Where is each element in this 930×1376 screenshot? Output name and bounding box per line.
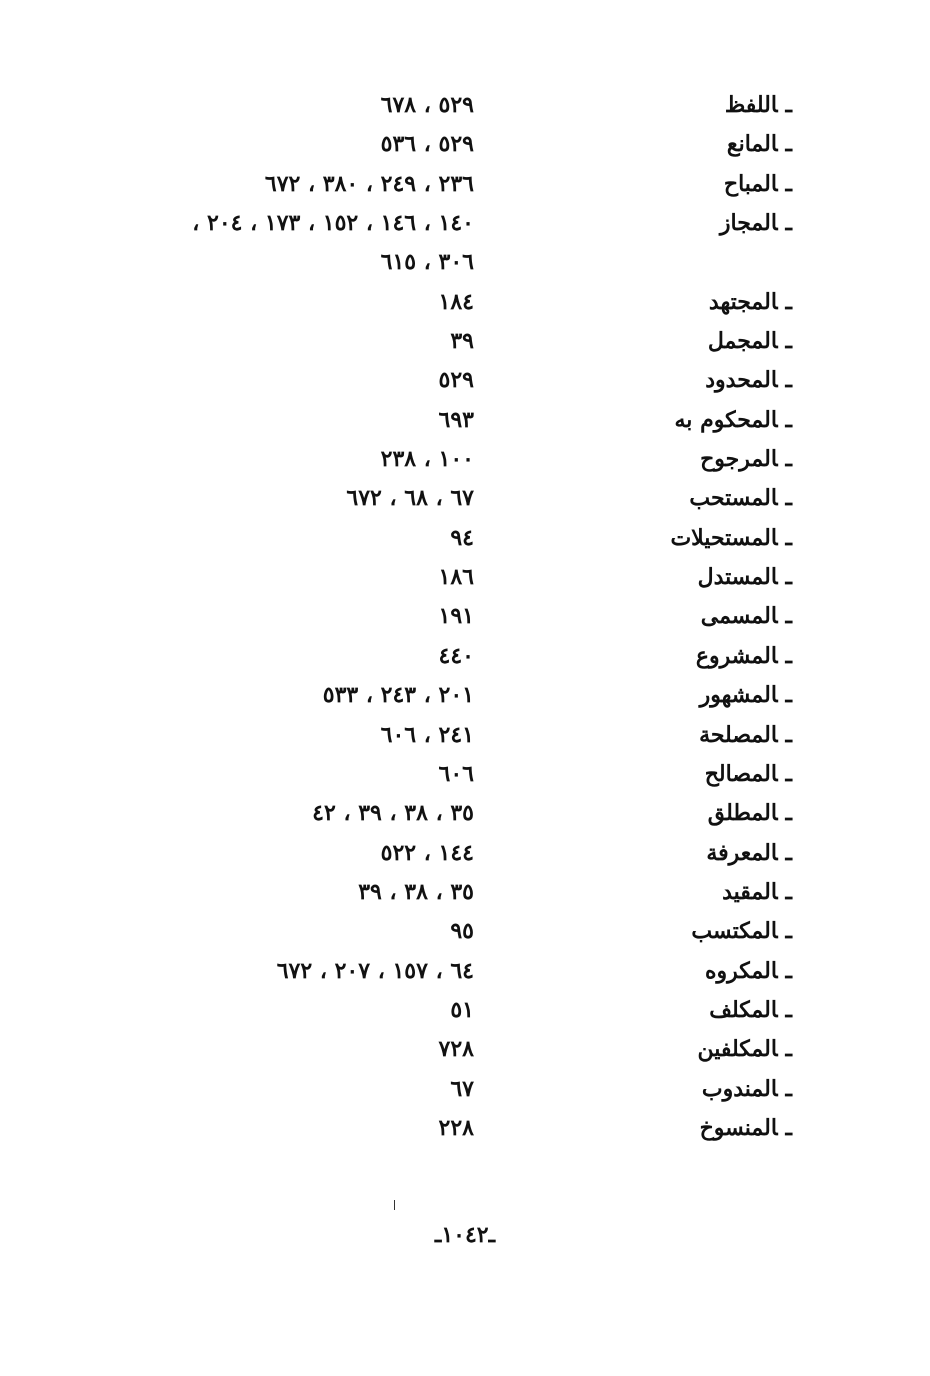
index-term: ـاللفظ — [724, 92, 792, 118]
index-term: ـالمكلف — [709, 996, 792, 1023]
index-term: ـالمصالح — [704, 760, 792, 787]
index-term: ـالمانع — [726, 131, 792, 158]
entry-dash: ـ — [785, 406, 792, 433]
entry-dash: ـ — [785, 878, 792, 905]
page-references: ٢٢٨ — [438, 1114, 474, 1141]
index-term: ـالمكروه — [704, 957, 792, 984]
index-entry — [0, 361, 930, 400]
entry-dash: ـ — [785, 485, 792, 512]
index-entry — [0, 519, 930, 558]
index-term: ـالمكلفين — [697, 1036, 792, 1063]
index-entry — [0, 991, 930, 1030]
index-entry — [0, 637, 930, 676]
index-term: ـالمباح — [723, 170, 792, 197]
entry-dash: ـ — [785, 210, 792, 237]
page-references: ٤٤٠ — [438, 642, 474, 669]
page-references: ٢٤١ ، ٦٠٦ — [380, 721, 474, 748]
index-term: ـالمطلق — [707, 800, 792, 827]
index-entry — [0, 558, 930, 597]
index-entry — [0, 912, 930, 951]
page-references: ٧٢٨ — [438, 1036, 474, 1063]
page-references: ١٤٠ ، ١٤٦ ، ١٥٢ ، ١٧٣ ، ٢٠٤ ، — [192, 210, 474, 237]
page-references: ١٤٤ ، ٥٢٢ — [380, 839, 474, 866]
index-entry — [0, 716, 930, 755]
entry-dash: ـ — [785, 682, 792, 709]
entry-dash: ـ — [785, 131, 792, 158]
entry-dash: ـ — [785, 446, 792, 473]
index-entry — [0, 125, 930, 164]
entry-dash: ـ — [785, 800, 792, 827]
index-entry-continuation — [0, 243, 930, 282]
index-entry — [0, 794, 930, 833]
index-term: ـالمشروع — [695, 642, 792, 669]
index-term: ـالمحكوم به — [674, 406, 792, 433]
index-term: ـالمستحيلات — [670, 524, 792, 551]
page-references: ٩٤ — [450, 524, 474, 551]
index-entry — [0, 597, 930, 636]
entry-dash: ـ — [785, 367, 792, 394]
index-entry — [0, 834, 930, 873]
page-references: ٦٠٦ — [438, 760, 474, 787]
entry-dash: ـ — [785, 170, 792, 197]
index-entry — [0, 1070, 930, 1109]
entry-dash: ـ — [785, 918, 792, 945]
entry-dash: ـ — [785, 721, 792, 748]
entry-dash: ـ — [785, 957, 792, 984]
index-entry — [0, 952, 930, 991]
index-term: ـالمعرفة — [706, 839, 792, 866]
page-references: ٦٩٣ — [438, 406, 474, 433]
index-entry — [0, 322, 930, 361]
entry-dash: ـ — [785, 328, 792, 355]
page-references: ٥٢٩ ، ٦٧٨ — [380, 92, 474, 118]
index-term: ـالمحدود — [705, 367, 792, 394]
entry-dash: ـ — [785, 92, 792, 118]
index-term: ـالمجاز — [719, 210, 792, 237]
index-entry — [0, 1030, 930, 1069]
page-references: ٥٢٩ — [438, 367, 474, 394]
page-references: ١٠٠ ، ٢٣٨ — [380, 446, 474, 473]
page-references: ٣٥ ، ٣٨ ، ٣٩ ، ٤٢ — [312, 800, 474, 827]
page-references: ٣٥ ، ٣٨ ، ٣٩ — [358, 878, 474, 905]
entry-dash: ـ — [785, 1036, 792, 1063]
page-references: ٦٧ — [450, 1075, 474, 1102]
page-references: ١٩١ — [438, 603, 474, 630]
index-entry — [0, 440, 930, 479]
index-entry — [0, 86, 930, 125]
entry-dash: ـ — [785, 1114, 792, 1141]
page-references: ٣٩ — [450, 328, 474, 355]
page-references: ١٨٦ — [438, 564, 474, 591]
entry-dash: ـ — [785, 760, 792, 787]
page-references: ٩٥ — [450, 918, 474, 945]
index-term: ـالمقيد — [722, 878, 792, 905]
index-entry — [0, 1109, 930, 1148]
page-references: ٢٣٦ ، ٢٤٩ ، ٣٨٠ ، ٦٧٢ — [264, 170, 474, 197]
entry-dash: ـ — [785, 1075, 792, 1102]
index-term: ـالمندوب — [701, 1075, 792, 1102]
index-term: ـالمستحب — [689, 485, 792, 512]
entry-dash: ـ — [785, 603, 792, 630]
index-entry — [0, 165, 930, 204]
page-references: ٥١ — [450, 996, 474, 1023]
index-term: ـالمجتهد — [708, 288, 792, 315]
entry-dash: ـ — [785, 839, 792, 866]
scan-speck — [394, 1200, 395, 1210]
index-entry — [0, 676, 930, 715]
index-term: ـالمكتسب — [691, 918, 792, 945]
page-number: ـ١٠٤٢ـ — [434, 1222, 496, 1248]
index-list — [0, 86, 930, 1148]
entry-dash: ـ — [785, 642, 792, 669]
index-entry — [0, 283, 930, 322]
index-entry — [0, 755, 930, 794]
page-references: ٥٢٩ ، ٥٣٦ — [380, 131, 474, 158]
index-entry — [0, 479, 930, 518]
entry-dash: ـ — [785, 524, 792, 551]
index-term: ـالمنسوخ — [699, 1114, 792, 1141]
index-term: ـالمستدل — [697, 564, 792, 591]
index-term: ـالمجمل — [707, 328, 792, 355]
entry-dash: ـ — [785, 996, 792, 1023]
entry-dash: ـ — [785, 564, 792, 591]
index-term: ـالمصلحة — [699, 721, 792, 748]
page-references: ٣٠٦ ، ٦١٥ — [380, 249, 474, 276]
page-references: ٢٠١ ، ٢٤٣ ، ٥٣٣ — [322, 682, 474, 709]
page-references: ١٨٤ — [438, 288, 474, 315]
index-entry — [0, 401, 930, 440]
page-references: ٦٧ ، ٦٨ ، ٦٧٢ — [346, 485, 474, 512]
index-entry — [0, 204, 930, 243]
page-references: ٦٤ ، ١٥٧ ، ٢٠٧ ، ٦٧٢ — [276, 957, 474, 984]
entry-dash: ـ — [785, 288, 792, 315]
index-term: ـالمرجوح — [700, 446, 792, 473]
index-term: ـالمسمى — [700, 603, 792, 630]
index-term: ـالمشهور — [699, 682, 792, 709]
index-entry — [0, 873, 930, 912]
